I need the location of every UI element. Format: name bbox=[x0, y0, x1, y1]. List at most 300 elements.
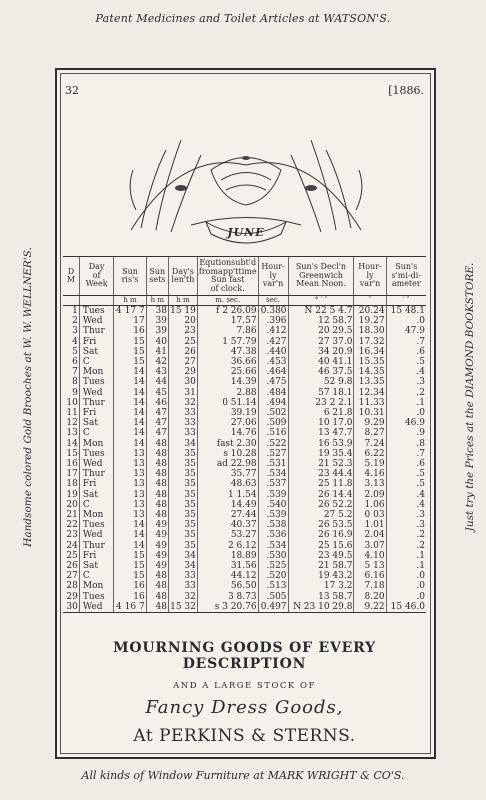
ephemeris-table-body bbox=[63, 306, 426, 613]
table-cell: Sat bbox=[79, 418, 113, 428]
table-cell: 13 bbox=[114, 459, 146, 469]
page-number: 32 bbox=[65, 84, 79, 97]
bottom-shop-advertisement bbox=[63, 640, 426, 746]
table-cell: 13 bbox=[114, 510, 146, 520]
table-cell: Sat bbox=[79, 490, 113, 500]
table-cell: 26 53.5 bbox=[288, 520, 354, 530]
table-cell: .540 bbox=[258, 500, 288, 510]
table-cell: .4 bbox=[386, 367, 426, 377]
table-cell: 19.27 bbox=[354, 316, 386, 326]
table-cell: Tues bbox=[79, 592, 113, 602]
table-cell: .0 bbox=[386, 408, 426, 418]
table-cell: 48 bbox=[146, 500, 168, 510]
table-cell: 4 bbox=[72, 336, 78, 347]
table-cell: 4.16 bbox=[354, 469, 386, 479]
table-cell: .3 bbox=[386, 520, 426, 530]
table-cell: Thur bbox=[79, 398, 113, 408]
table-cell: 21 52.3 bbox=[288, 459, 354, 469]
table-cell: 34 bbox=[168, 551, 197, 561]
table-cell: 48 bbox=[146, 439, 168, 449]
table-cell: s 3 20.76 bbox=[197, 602, 258, 613]
table-cell: .5 bbox=[386, 469, 426, 479]
table-cell: 35 bbox=[168, 510, 197, 520]
table-cell: 15.35 bbox=[354, 357, 386, 367]
table-cell: 7.86 bbox=[197, 326, 258, 336]
units-cell: ″ bbox=[354, 296, 386, 306]
table-cell: 47 bbox=[146, 418, 168, 428]
table-cell: C bbox=[79, 571, 113, 581]
table-cell: 57 18.1 bbox=[288, 388, 354, 398]
table-row bbox=[63, 398, 426, 408]
table-cell: 7.18 bbox=[354, 581, 386, 591]
units-cell: ′ ″ bbox=[386, 296, 426, 306]
top-advertisement: Patent Medicines and Toilet Articles at WATSON'S. bbox=[95, 12, 391, 25]
table-cell: 1.01 bbox=[354, 520, 386, 530]
table-cell: 13 bbox=[114, 479, 146, 489]
table-cell: 25 bbox=[66, 550, 78, 561]
table-cell: 15 bbox=[114, 551, 146, 561]
table-cell: 14.76 bbox=[197, 428, 258, 438]
table-cell: 8 bbox=[72, 377, 78, 388]
table-cell: 25.66 bbox=[197, 367, 258, 377]
header-hourly-variation: Hour- ly var'n bbox=[258, 257, 288, 296]
table-cell: .525 bbox=[258, 561, 288, 571]
table-cell: 8.20 bbox=[354, 592, 386, 602]
table-cell: 21 bbox=[66, 510, 78, 521]
table-cell: s 10.28 bbox=[197, 449, 258, 459]
units-cell: ° ′ ″ bbox=[288, 296, 354, 306]
table-cell: 21 58.7 bbox=[288, 561, 354, 571]
table-cell: 32 bbox=[168, 592, 197, 602]
table-cell: 14 bbox=[114, 408, 146, 418]
table-cell: 48 bbox=[146, 581, 168, 591]
year-label: [1886. bbox=[388, 84, 424, 97]
table-cell: .536 bbox=[258, 530, 288, 540]
table-cell: 17 bbox=[66, 469, 78, 480]
ad-fancy-goods: Fancy Dress Goods, bbox=[145, 697, 344, 718]
table-cell: 10 17.0 bbox=[288, 418, 354, 428]
table-cell: 14 bbox=[114, 439, 146, 449]
table-cell: 27 5.2 bbox=[288, 510, 354, 520]
table-row bbox=[63, 306, 426, 317]
table-cell: 48 bbox=[146, 449, 168, 459]
table-cell: 48 bbox=[146, 479, 168, 489]
table-cell: 17.57 bbox=[197, 316, 258, 326]
table-cell: 19 35.4 bbox=[288, 449, 354, 459]
table-cell: 34 bbox=[168, 439, 197, 449]
table-cell: 16 bbox=[114, 592, 146, 602]
table-cell: .396 bbox=[258, 316, 288, 326]
table-cell: 44 bbox=[146, 377, 168, 387]
table-cell: Mon bbox=[79, 367, 113, 377]
ad-headline: MOURNING GOODS OF EVERY DESCRIPTION bbox=[113, 640, 376, 672]
table-row bbox=[63, 571, 426, 581]
table-cell: 13 bbox=[114, 449, 146, 459]
table-cell: .531 bbox=[258, 459, 288, 469]
table-cell: .427 bbox=[258, 337, 288, 347]
table-cell: 14 bbox=[114, 520, 146, 530]
table-cell: .530 bbox=[258, 551, 288, 561]
table-cell: 2 6.12 bbox=[197, 541, 258, 551]
table-cell: 0.497 bbox=[258, 602, 288, 613]
table-cell: 15 bbox=[114, 357, 146, 367]
table-cell: 42 bbox=[146, 357, 168, 367]
table-cell: .502 bbox=[258, 408, 288, 418]
table-cell: 30 bbox=[168, 377, 197, 387]
table-cell: 15 bbox=[114, 347, 146, 357]
table-cell: 25 bbox=[168, 337, 197, 347]
right-margin-advertisement: Just try the Prices at the DIAMOND BOOKSTORE. bbox=[464, 262, 476, 532]
table-cell: 11 bbox=[66, 408, 78, 419]
table-row bbox=[63, 469, 426, 479]
table-cell: 5 bbox=[72, 346, 78, 357]
table-cell: 6.16 bbox=[354, 571, 386, 581]
table-cell: 18.30 bbox=[354, 326, 386, 336]
table-cell: 25 11.8 bbox=[288, 479, 354, 489]
table-cell: 34 bbox=[168, 561, 197, 571]
table-cell: 35 bbox=[168, 490, 197, 500]
table-cell: 45 bbox=[146, 388, 168, 398]
table-cell: 48 bbox=[146, 571, 168, 581]
table-cell: 48 bbox=[146, 459, 168, 469]
table-cell: .2 bbox=[386, 388, 426, 398]
table-cell: 17 3.2 bbox=[288, 581, 354, 591]
table-row bbox=[63, 316, 426, 326]
table-cell: 35 bbox=[168, 459, 197, 469]
table-cell: 9.29 bbox=[354, 418, 386, 428]
table-cell: .6 bbox=[386, 347, 426, 357]
table-cell: 15 32 bbox=[170, 601, 196, 612]
table-row bbox=[63, 592, 426, 602]
table-cell: C bbox=[79, 500, 113, 510]
table-cell: 39 bbox=[146, 326, 168, 336]
table-cell: 49 bbox=[146, 530, 168, 540]
table-cell: Wed bbox=[79, 388, 113, 398]
table-cell: 14 bbox=[66, 438, 78, 449]
table-cell: 40 bbox=[146, 337, 168, 347]
units-cell: sec. bbox=[258, 296, 288, 306]
table-cell: Tues bbox=[79, 306, 113, 317]
ephemeris-table bbox=[63, 256, 426, 613]
table-cell: 18 bbox=[66, 479, 78, 490]
month-ribbon-label: JUNE bbox=[227, 226, 265, 239]
table-cell: 47 bbox=[146, 428, 168, 438]
table-cell: .494 bbox=[258, 398, 288, 408]
table-cell: 16 bbox=[66, 459, 78, 470]
left-margin-advertisement: Handsome colored Gold Brooches at W. W. WELLNER'S. bbox=[22, 247, 34, 547]
table-header-row bbox=[63, 257, 426, 296]
table-row bbox=[63, 357, 426, 367]
table-cell: .527 bbox=[258, 449, 288, 459]
table-cell: .5 bbox=[386, 357, 426, 367]
table-cell: 6.22 bbox=[354, 449, 386, 459]
table-cell: 33 bbox=[168, 418, 197, 428]
table-cell: 14.39 bbox=[197, 377, 258, 387]
table-row bbox=[63, 581, 426, 591]
table-cell: Wed bbox=[79, 602, 113, 613]
table-cell: .440 bbox=[258, 347, 288, 357]
table-cell: 12.34 bbox=[354, 388, 386, 398]
table-cell: 14 bbox=[114, 398, 146, 408]
table-cell: 53.27 bbox=[197, 530, 258, 540]
table-cell: 26 14.4 bbox=[288, 490, 354, 500]
table-cell: 33 bbox=[168, 571, 197, 581]
table-cell: Fri bbox=[79, 551, 113, 561]
table-cell: 14 bbox=[114, 541, 146, 551]
table-row bbox=[63, 500, 426, 510]
table-cell: .412 bbox=[258, 326, 288, 336]
table-cell: 3 bbox=[72, 326, 78, 337]
table-cell: 19 43.2 bbox=[288, 571, 354, 581]
table-cell: 14 bbox=[114, 418, 146, 428]
table-cell: 56.50 bbox=[197, 581, 258, 591]
table-cell: 16 bbox=[114, 581, 146, 591]
table-cell: 6 bbox=[72, 357, 78, 368]
table-cell: 25 15.6 bbox=[288, 541, 354, 551]
table-cell: 0 51.14 bbox=[197, 398, 258, 408]
table-cell: 15 19 bbox=[170, 306, 196, 316]
table-cell: 0.380 bbox=[258, 306, 288, 317]
ad-subline: AND A LARGE STOCK OF bbox=[173, 681, 316, 691]
table-cell: 20 bbox=[66, 499, 78, 510]
table-cell: .6 bbox=[386, 459, 426, 469]
table-cell: .513 bbox=[258, 581, 288, 591]
table-cell: 2 bbox=[72, 316, 78, 327]
table-cell: 14 bbox=[114, 428, 146, 438]
table-cell: 14 bbox=[114, 367, 146, 377]
table-cell: .520 bbox=[258, 571, 288, 581]
table-row bbox=[63, 377, 426, 387]
table-cell: Fri bbox=[79, 408, 113, 418]
table-cell: C bbox=[79, 428, 113, 438]
table-row bbox=[63, 520, 426, 530]
table-cell: 14.49 bbox=[197, 500, 258, 510]
table-cell: 46 bbox=[146, 398, 168, 408]
table-cell: Tues bbox=[79, 377, 113, 387]
table-cell: .7 bbox=[386, 449, 426, 459]
table-cell: 26 bbox=[66, 561, 78, 572]
table-cell: .453 bbox=[258, 357, 288, 367]
table-cell: 33 bbox=[168, 408, 197, 418]
table-cell: 4.10 bbox=[354, 551, 386, 561]
table-cell: 46.9 bbox=[386, 418, 426, 428]
table-cell: 24 bbox=[66, 540, 78, 551]
table-cell: 35.77 bbox=[197, 469, 258, 479]
table-cell: .7 bbox=[386, 337, 426, 347]
units-cell bbox=[79, 296, 113, 306]
table-cell: .464 bbox=[258, 367, 288, 377]
table-cell: .4 bbox=[386, 490, 426, 500]
table-cell: .1 bbox=[386, 398, 426, 408]
table-cell: .505 bbox=[258, 592, 288, 602]
table-cell: 32 bbox=[168, 398, 197, 408]
table-cell: 5 13 bbox=[354, 561, 386, 571]
table-cell: 23 2 2.1 bbox=[288, 398, 354, 408]
table-row bbox=[63, 388, 426, 398]
table-cell: Mon bbox=[79, 439, 113, 449]
table-cell: .0 bbox=[386, 592, 426, 602]
table-cell: 16.34 bbox=[354, 347, 386, 357]
table-cell: 29 bbox=[66, 591, 78, 602]
table-cell: 48 bbox=[146, 490, 168, 500]
table-row bbox=[63, 551, 426, 561]
table-cell: .1 bbox=[386, 561, 426, 571]
table-cell: 6 21.8 bbox=[288, 408, 354, 418]
table-cell: .534 bbox=[258, 469, 288, 479]
table-cell: 15 bbox=[114, 561, 146, 571]
table-cell: 3.13 bbox=[354, 479, 386, 489]
table-cell: .0 bbox=[386, 571, 426, 581]
table-cell: 40 41.1 bbox=[288, 357, 354, 367]
table-cell: .4 bbox=[386, 500, 426, 510]
table-cell: 2.09 bbox=[354, 490, 386, 500]
table-cell: 20 29.5 bbox=[288, 326, 354, 336]
table-cell: 36.66 bbox=[197, 357, 258, 367]
table-cell: 12 bbox=[66, 418, 78, 429]
table-cell: 41 bbox=[146, 347, 168, 357]
table-cell: .522 bbox=[258, 439, 288, 449]
table-cell: Mon bbox=[79, 581, 113, 591]
table-cell: 34 20.9 bbox=[288, 347, 354, 357]
table-cell: 19 bbox=[66, 489, 78, 500]
table-cell: 39 bbox=[146, 316, 168, 326]
table-cell: 7.24 bbox=[354, 439, 386, 449]
table-cell: 28 bbox=[66, 581, 78, 592]
table-row bbox=[63, 428, 426, 438]
table-cell: 26 52.2 bbox=[288, 500, 354, 510]
table-cell: .509 bbox=[258, 418, 288, 428]
header-sunrise: Sun ris's bbox=[114, 257, 146, 296]
table-cell: .538 bbox=[258, 520, 288, 530]
table-cell: 17 bbox=[114, 316, 146, 326]
bottom-advertisement: All kinds of Window Furniture at MARK WRIGHT & CO'S. bbox=[81, 769, 405, 782]
table-cell: 48 bbox=[146, 469, 168, 479]
table-cell: 13 bbox=[114, 500, 146, 510]
table-cell: 0 03 bbox=[354, 510, 386, 520]
table-cell: 31.56 bbox=[197, 561, 258, 571]
table-cell: .534 bbox=[258, 541, 288, 551]
table-row bbox=[63, 449, 426, 459]
table-cell: 10 bbox=[66, 397, 78, 408]
table-cell: 10.31 bbox=[354, 408, 386, 418]
table-cell: 14 bbox=[114, 377, 146, 387]
table-cell: 44.12 bbox=[197, 571, 258, 581]
table-row bbox=[63, 418, 426, 428]
table-cell: 27 bbox=[168, 357, 197, 367]
table-cell: C bbox=[79, 357, 113, 367]
table-cell: 14 bbox=[114, 530, 146, 540]
table-cell: Wed bbox=[79, 530, 113, 540]
table-cell: 9 bbox=[72, 387, 78, 398]
table-cell: 38 bbox=[146, 306, 168, 317]
units-cell: h m bbox=[114, 296, 146, 306]
header-day-of-month: D M bbox=[63, 257, 79, 296]
table-cell: 35 bbox=[168, 500, 197, 510]
units-cell bbox=[63, 296, 79, 306]
table-row bbox=[63, 602, 426, 613]
table-cell: .537 bbox=[258, 479, 288, 489]
table-cell: 30 bbox=[63, 602, 79, 613]
table-cell: 23 49.5 bbox=[288, 551, 354, 561]
table-cell: 48.63 bbox=[197, 479, 258, 489]
table-cell: 29 bbox=[168, 367, 197, 377]
table-row bbox=[63, 490, 426, 500]
table-cell: .516 bbox=[258, 428, 288, 438]
table-cell: 1 57.79 bbox=[197, 337, 258, 347]
table-cell: 11.33 bbox=[354, 398, 386, 408]
header-semi-diameter: Sun's s'mi-di- ameter bbox=[386, 257, 426, 296]
table-cell: 49 bbox=[146, 520, 168, 530]
table-cell: 14 bbox=[114, 388, 146, 398]
table-cell: .5 bbox=[386, 479, 426, 489]
units-cell: h m bbox=[146, 296, 168, 306]
table-cell: 13 58.7 bbox=[288, 592, 354, 602]
table-cell: 12 58.7 bbox=[288, 316, 354, 326]
table-cell: 1 1.54 bbox=[197, 490, 258, 500]
table-cell: 14.35 bbox=[354, 367, 386, 377]
table-cell: 8.27 bbox=[354, 428, 386, 438]
table-cell: 47.9 bbox=[386, 326, 426, 336]
table-cell: 20 bbox=[168, 316, 197, 326]
header-equation-of-time: Equtionsubt'd fromapp'ttime Sun fast of clock. bbox=[197, 257, 258, 296]
table-row bbox=[63, 367, 426, 377]
table-row bbox=[63, 530, 426, 540]
table-cell: 35 bbox=[168, 449, 197, 459]
table-cell: 3.07 bbox=[354, 541, 386, 551]
table-cell: Thur bbox=[79, 326, 113, 336]
table-cell: 17.32 bbox=[354, 337, 386, 347]
table-cell: 52 9.8 bbox=[288, 377, 354, 387]
table-cell: 15 bbox=[114, 571, 146, 581]
table-cell: Fri bbox=[79, 337, 113, 347]
table-cell: 48 bbox=[146, 602, 168, 613]
table-cell: 48 bbox=[146, 592, 168, 602]
table-cell: 3 8.73 bbox=[197, 592, 258, 602]
table-cell: 26 16.9 bbox=[288, 530, 354, 540]
table-row bbox=[63, 347, 426, 357]
table-row bbox=[63, 459, 426, 469]
table-cell: 1 bbox=[72, 306, 78, 316]
table-row bbox=[63, 510, 426, 520]
table-cell: .2 bbox=[386, 541, 426, 551]
table-cell: 23 bbox=[66, 530, 78, 541]
table-cell: .484 bbox=[258, 388, 288, 398]
table-cell: 1.06 bbox=[354, 500, 386, 510]
table-cell: 4 16 7 bbox=[114, 602, 146, 613]
table-cell: Thur bbox=[79, 541, 113, 551]
table-cell: .475 bbox=[258, 377, 288, 387]
table-units-row bbox=[63, 296, 426, 306]
table-cell: 39.19 bbox=[197, 408, 258, 418]
table-cell: 13 bbox=[66, 428, 78, 439]
table-cell: 49 bbox=[146, 541, 168, 551]
table-cell: Mon bbox=[79, 510, 113, 520]
table-cell: .3 bbox=[386, 377, 426, 387]
table-cell: 2.04 bbox=[354, 530, 386, 540]
table-cell: .2 bbox=[386, 530, 426, 540]
table-cell: 20.24 bbox=[354, 306, 386, 317]
table-row bbox=[63, 561, 426, 571]
table-cell: 9.22 bbox=[354, 602, 386, 613]
table-cell: Wed bbox=[79, 316, 113, 326]
table-cell: 33 bbox=[168, 581, 197, 591]
table-cell: 35 bbox=[168, 479, 197, 489]
table-cell: 35 bbox=[168, 530, 197, 540]
table-cell: Tues bbox=[79, 520, 113, 530]
table-row bbox=[63, 326, 426, 336]
table-cell: 48 bbox=[146, 510, 168, 520]
header-sun-declination: Sun's Decl'n Greenwich Mean Noon. bbox=[288, 257, 354, 296]
